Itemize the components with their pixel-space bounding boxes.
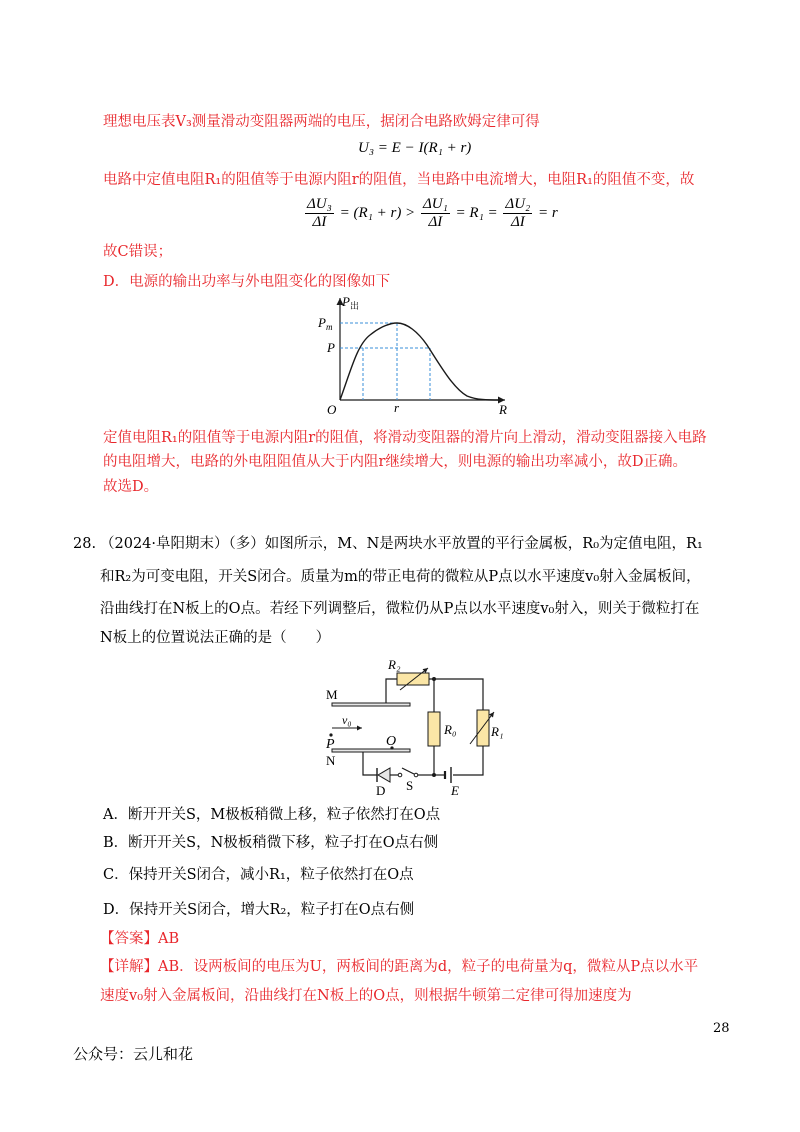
equation-ratio [303,196,558,231]
explanation-line-1: 理想电压表V₃测量滑动变阻器两端的电压，据闭合电路欧姆定律可得 [103,114,540,130]
frac1-num: ΔU₃ [307,196,332,212]
label-o: O [386,734,397,749]
label-s: S [406,778,414,793]
pm-label: $P_m$ [318,315,333,332]
explanation-line-2: 电路中定值电阻R₁的阻值等于电源内阻r的阻值，当电路中电流增大，电阻R₁的阻值不变，故 [103,172,695,188]
eq-mid-2: = R₁ = [455,204,498,221]
equation-u3: U₃ = E − I(R₁ + r) [358,140,472,156]
frac3-num: ΔU₂ [505,196,531,212]
n-plate [332,749,410,752]
label-n: N [326,753,336,768]
m-plate [332,703,410,706]
page-number: 28 [713,1021,730,1036]
r-label: r [394,400,400,415]
r2-resistor [397,673,429,685]
label-r1: R₁ [491,724,504,739]
r1-resistor [477,710,489,746]
label-r2: R₂ [388,657,401,672]
label-m: M [326,687,338,702]
label-d: D [376,783,386,798]
circuit-diagram [318,652,504,798]
origin-label: O [327,402,337,417]
question-number: 28. [73,536,97,552]
answer-label: 【答案】AB [100,931,180,947]
diode-d [378,768,390,782]
power-curve [340,323,500,400]
explanation-line-3: 故C错误； [103,244,173,260]
explanation-line-5: 定值电阻R₁的阻值等于电源内阻r的阻值，将滑动变阻器的滑片向上滑动，滑动变阻器接入电路 [103,430,707,446]
option-d: D．保持开关S闭合，增大R₂，粒子打在O点右侧 [103,902,415,918]
question-line-2: 和R₂为可变电阻，开关S闭合。质量为m的带正电荷的微粒从P点以水平速度v₀射入金属板间， [100,569,701,585]
p-label: P [327,340,335,355]
label-e: E [451,783,459,798]
frac2-den: ΔI [428,214,443,230]
option-b: B．断开开关S，N极板稍微下移，粒子打在O点右侧 [103,835,439,851]
label-r0: R₀ [444,722,457,737]
power-resistance-graph [315,290,515,420]
x-label: R [499,402,507,417]
question-line-4: N板上的位置说法正确的是（ ） [100,630,331,646]
r0-resistor [428,712,440,746]
explanation-line-4: D．电源的输出功率与外电阻变化的图像如下 [103,274,391,290]
frac2-num: ΔU₁ [422,196,448,212]
label-v0: v₀ [342,713,352,727]
explanation-line-7: 故选D。 [103,479,159,495]
answer-detail-1: 【详解】AB．设两板间的电压为U，两板间的距离为d，粒子的电荷量为q，微粒从P点以水平 [100,959,699,975]
frac3-den: ΔI [510,214,525,230]
eq-tail: = r [538,204,558,221]
eq-mid-1: = (R₁ + r) > [339,204,416,221]
question-line-3: 沿曲线打在N板上的O点。若经下列调整后，微粒仍从P点以水平速度v₀射入，则关于微粒打在 [100,601,700,617]
switch-s [402,768,414,774]
frac1-den: ΔI [312,214,327,230]
option-a: A．断开开关S，M极板稍微上移，粒子依然打在O点 [103,807,441,823]
y-label: $P_出$ [342,294,359,311]
explanation-line-6: 的电阻增大，电路的外电阻阻值从大于内阻r继续增大，则电源的输出功率减小，故D正确。 [103,454,688,470]
question-line-1: （2024·阜阳期末）（多）如图所示，M、N是两块水平放置的平行金属板，R₀为定值电阻，R₁ [100,536,703,552]
option-c: C．保持开关S闭合，减小R₁，粒子依然打在O点 [103,867,414,883]
answer-detail-2: 速度v₀射入金属板间，沿曲线打在N板上的O点，则根据牛顿第二定律可得加速度为 [100,988,632,1004]
label-p: P [326,737,335,752]
wechat-footer: 公众号：云儿和花 [73,1045,194,1063]
